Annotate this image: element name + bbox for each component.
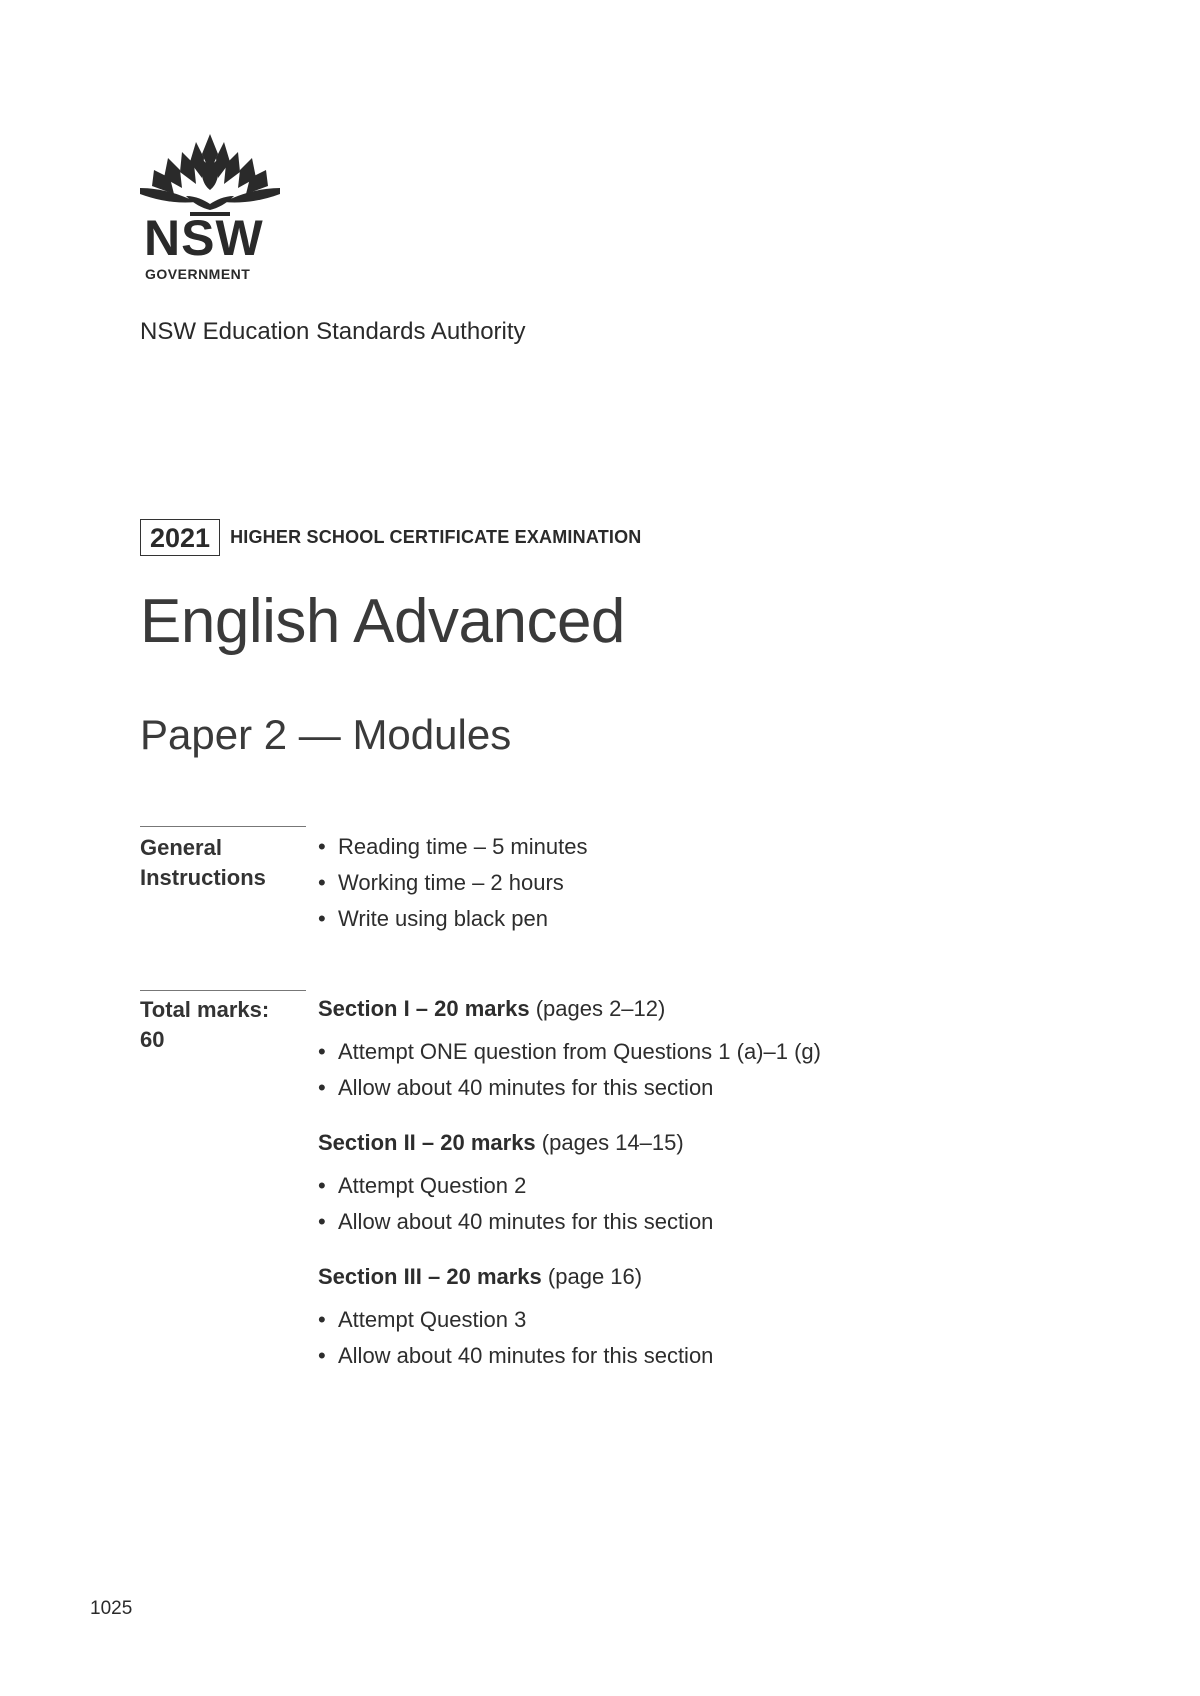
- logo-wordmark: NSW: [144, 210, 264, 266]
- total-marks-label: [140, 995, 269, 1055]
- nsw-waratah-logo: [140, 132, 280, 216]
- section-pages: (page 16): [547, 1264, 643, 1289]
- waratah-flower-icon: [140, 132, 280, 216]
- exam-name: HIGHER SCHOOL CERTIFICATE EXAMINATION: [230, 527, 642, 547]
- authority-name: NSW Education Standards Authority: [140, 318, 526, 345]
- total-marks-value: 60: [140, 1027, 165, 1052]
- list-item: • Reading time – 5 minutes: [318, 829, 587, 865]
- general-instructions-list: [318, 829, 587, 937]
- exam-year: 2021: [140, 519, 220, 556]
- divider: [140, 990, 306, 991]
- section-title: Section III – 20 marks: [318, 1264, 542, 1289]
- section-title: Section II – 20 marks: [318, 1130, 536, 1155]
- section-2-list: [318, 1168, 713, 1240]
- list-item: • Allow about 40 minutes for this section: [318, 1070, 821, 1106]
- list-item: • Attempt Question 2: [318, 1168, 713, 1204]
- section-2-heading: [318, 1130, 684, 1156]
- general-instructions-label: [140, 833, 266, 893]
- list-item: • Allow about 40 minutes for this section: [318, 1204, 713, 1240]
- subject-title: English Advanced: [140, 587, 625, 656]
- exam-heading: [140, 519, 642, 556]
- section-1-list: [318, 1034, 821, 1106]
- paper-code: 1025: [90, 1598, 133, 1619]
- section-3-list: [318, 1302, 713, 1374]
- section-pages: (pages 14–15): [541, 1130, 684, 1155]
- label-line: Total marks:: [140, 997, 270, 1022]
- logo-subtext: GOVERNMENT: [145, 266, 251, 282]
- divider: [140, 826, 306, 827]
- section-1-heading: [318, 996, 665, 1022]
- section-3-heading: [318, 1264, 642, 1290]
- list-item: • Write using black pen: [318, 901, 587, 937]
- section-title: Section I – 20 marks: [318, 996, 530, 1021]
- list-item: • Working time – 2 hours: [318, 865, 587, 901]
- list-item: • Attempt Question 3: [318, 1302, 713, 1338]
- list-item: • Attempt ONE question from Questions 1 (a)–1 (g): [318, 1034, 821, 1070]
- paper-title: Paper 2 — Modules: [140, 711, 512, 758]
- section-pages: (pages 2–12): [535, 996, 666, 1021]
- label-line: Instructions: [140, 865, 266, 890]
- list-item: • Allow about 40 minutes for this section: [318, 1338, 713, 1374]
- label-line: General: [140, 835, 222, 860]
